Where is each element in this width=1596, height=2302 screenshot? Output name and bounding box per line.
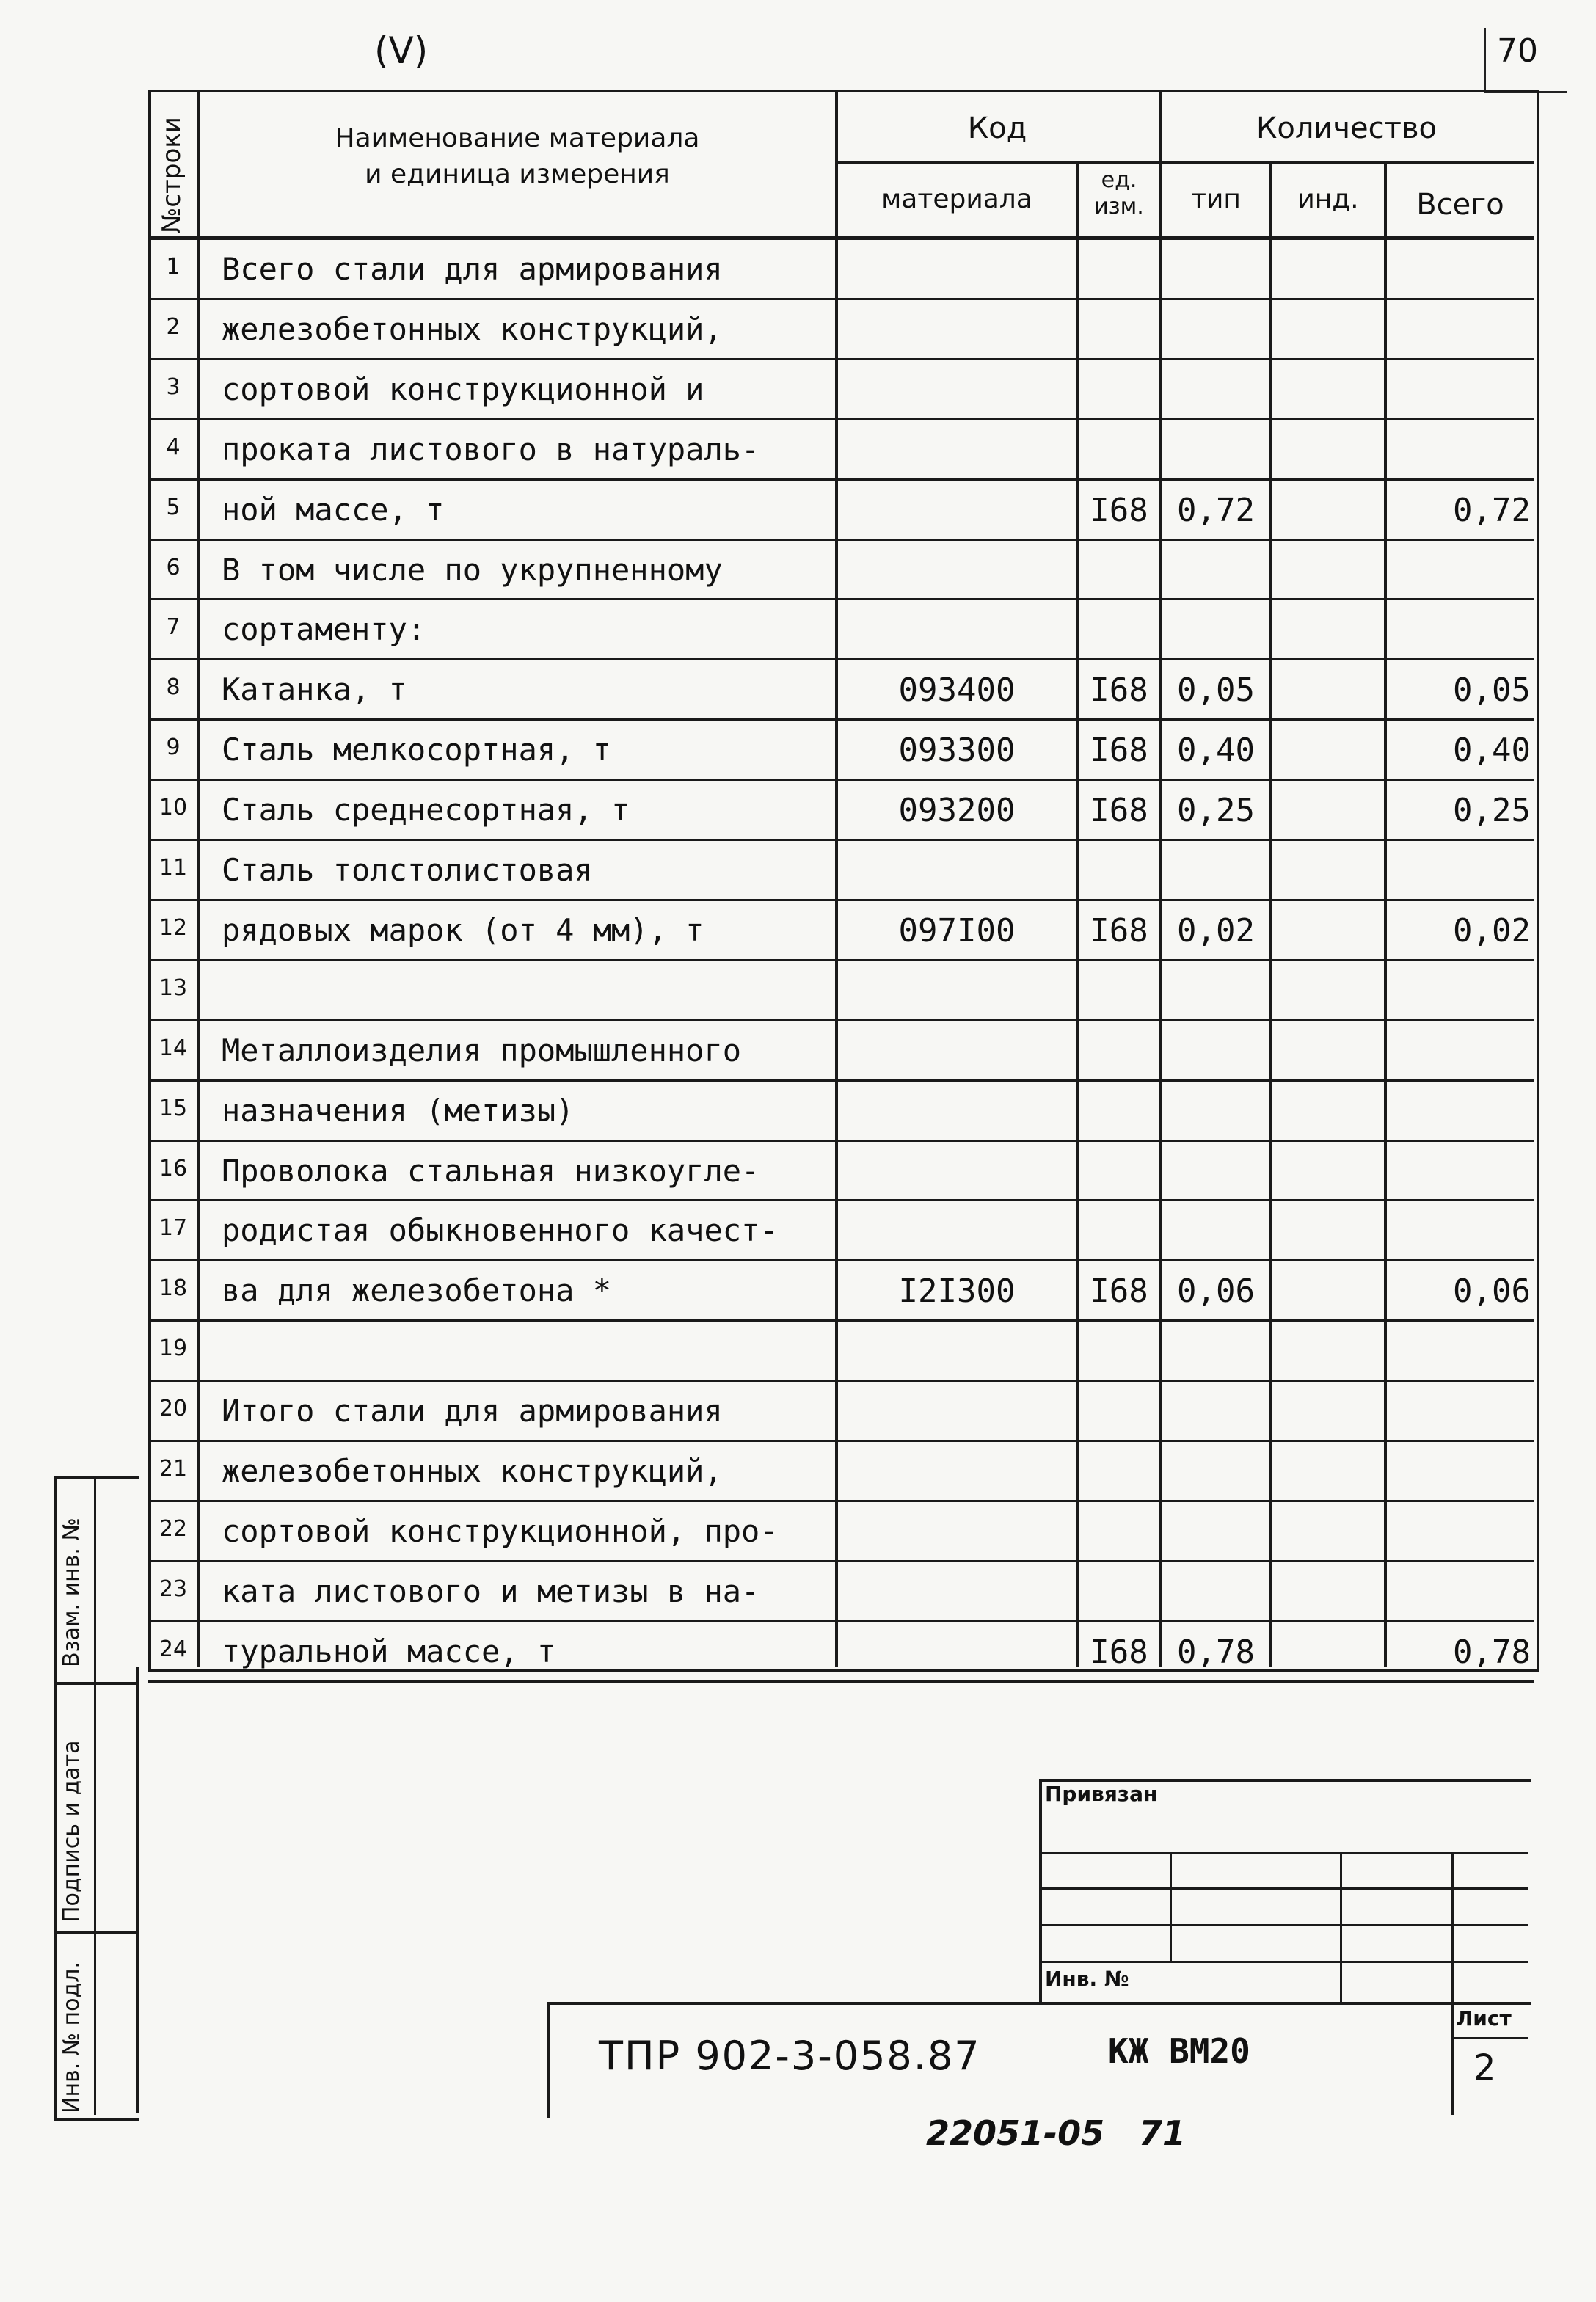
row-number: 13 xyxy=(158,975,188,1001)
tb-v1 xyxy=(1170,1852,1172,1962)
tb-h1 xyxy=(1039,1852,1528,1854)
header-tip: тип xyxy=(1191,184,1241,214)
row-number: 2 xyxy=(166,314,181,340)
row-tip: 0,06 xyxy=(1177,1272,1255,1310)
row-name: проката листового в натураль- xyxy=(222,431,760,467)
row-tip: 0,25 xyxy=(1177,792,1255,829)
side-stamp-vzam: Взам. инв. № xyxy=(59,1518,84,1667)
row-number: 17 xyxy=(158,1215,188,1241)
row-number: 24 xyxy=(158,1636,188,1662)
row-name: железобетонных конструкций, xyxy=(222,1453,723,1489)
top-mark: (V) xyxy=(374,29,429,72)
row-line xyxy=(148,1079,1534,1082)
row-line xyxy=(148,358,1534,360)
row-line xyxy=(148,1440,1534,1442)
row-number: 5 xyxy=(166,495,181,520)
row-line xyxy=(148,899,1534,901)
row-number: 11 xyxy=(158,855,188,881)
header-qty: Количество xyxy=(1256,112,1437,145)
side-stamp-split xyxy=(54,1476,57,2115)
col-line-rownum xyxy=(197,90,200,1667)
row-number: 21 xyxy=(158,1456,188,1482)
row-total: 0,40 xyxy=(1453,732,1531,769)
row-name: Итого стали для армирования xyxy=(222,1393,723,1429)
row-name: сортаменту: xyxy=(222,611,426,647)
row-line xyxy=(148,779,1534,781)
side-stamp-h1 xyxy=(54,1682,136,1685)
row-line xyxy=(148,1380,1534,1382)
doc-mark: КЖ ВМ20 xyxy=(1108,2031,1250,2071)
row-name: ва для железобетона * xyxy=(222,1272,612,1308)
col-line-name xyxy=(835,90,838,1667)
header-material: материала xyxy=(881,184,1032,214)
row-name: железобетонных конструкций, xyxy=(222,311,723,347)
row-number: 22 xyxy=(158,1516,188,1542)
row-number: 1 xyxy=(166,254,181,280)
row-number: 12 xyxy=(158,915,188,941)
row-unit: I68 xyxy=(1090,492,1148,529)
row-line xyxy=(148,718,1534,721)
row-name: сортовой конструкционной и xyxy=(222,371,704,407)
row-line xyxy=(148,598,1534,600)
row-number: 8 xyxy=(166,674,181,700)
header-code: Код xyxy=(967,112,1027,145)
row-line xyxy=(148,1620,1534,1622)
row-number: 6 xyxy=(166,555,181,580)
row-total: 0,78 xyxy=(1453,1633,1531,1671)
row-tip: 0,02 xyxy=(1177,912,1255,950)
row-line xyxy=(148,298,1534,300)
row-name: ной массе, т xyxy=(222,492,445,528)
row-unit: I68 xyxy=(1090,671,1148,709)
row-code: 093400 xyxy=(898,671,1016,709)
sheet-number: 2 xyxy=(1473,2047,1496,2088)
row-line xyxy=(148,658,1534,660)
row-line xyxy=(148,1319,1534,1322)
row-line xyxy=(148,539,1534,541)
row-line xyxy=(148,1560,1534,1562)
row-tip: 0,05 xyxy=(1177,671,1255,709)
row-name: рядовых марок (от 4 мм), т xyxy=(222,912,704,948)
row-tip: 0,40 xyxy=(1177,732,1255,769)
header-ind: инд. xyxy=(1297,184,1359,214)
header-unit: ед. изм. xyxy=(1094,167,1144,219)
row-number: 20 xyxy=(158,1396,188,1421)
row-code: 093200 xyxy=(898,792,1016,829)
row-line xyxy=(148,1259,1534,1261)
row-number: 16 xyxy=(158,1156,188,1181)
header-rownum: №строки xyxy=(157,117,186,233)
row-name: сортовой конструкционной, про- xyxy=(222,1513,779,1549)
row-total: 0,72 xyxy=(1453,492,1531,529)
row-name: В том числе по укрупненному xyxy=(222,552,723,588)
row-unit: I68 xyxy=(1090,792,1148,829)
row-line xyxy=(148,839,1534,841)
privyazan-label: Привязан xyxy=(1045,1782,1158,1806)
header-bottom-line xyxy=(148,236,1534,240)
row-total: 0,02 xyxy=(1453,912,1531,950)
row-tip: 0,78 xyxy=(1177,1633,1255,1671)
row-total: 0,06 xyxy=(1453,1272,1531,1310)
tb-v3 xyxy=(1451,1852,1454,2002)
row-unit: I68 xyxy=(1090,1272,1148,1310)
col-line-unit xyxy=(1159,90,1162,1667)
sheet-label-line xyxy=(1451,2037,1528,2039)
row-number: 14 xyxy=(158,1035,188,1061)
row-code: 097I00 xyxy=(898,912,1016,950)
sheet-label: Лист xyxy=(1456,2006,1512,2030)
header-name: Наименование материала и единица измерения xyxy=(335,123,700,189)
row-number: 19 xyxy=(158,1336,188,1361)
row-tip: 0,72 xyxy=(1177,492,1255,529)
row-number: 15 xyxy=(158,1096,188,1121)
tb-h2 xyxy=(1039,1887,1528,1890)
row-code: 093300 xyxy=(898,732,1016,769)
row-line xyxy=(148,959,1534,961)
tb-v2 xyxy=(1340,1852,1342,2002)
row-name: Сталь толстолистовая xyxy=(222,852,593,888)
row-unit: I68 xyxy=(1090,1633,1148,1671)
row-name: Проволока стальная низкоугле- xyxy=(222,1153,760,1189)
row-number: 9 xyxy=(166,735,181,760)
row-name: назначения (метизы) xyxy=(222,1093,575,1129)
tb-h3 xyxy=(1039,1924,1528,1926)
bottom-note: 22051-05 xyxy=(926,2113,1105,2153)
side-stamp-inner xyxy=(94,1476,96,2115)
row-unit: I68 xyxy=(1090,732,1148,769)
row-name: Катанка, т xyxy=(222,671,407,707)
inv-no-label: Инв. № xyxy=(1045,1967,1129,1991)
row-name: ката листового и метизы в на- xyxy=(222,1573,760,1609)
side-stamp-h2 xyxy=(54,1931,136,1934)
row-number: 3 xyxy=(166,374,181,400)
doc-code-split xyxy=(1451,2002,1454,2115)
row-line xyxy=(148,478,1534,481)
page-number: 70 xyxy=(1497,32,1538,70)
row-name: Металлоизделия промышленного xyxy=(222,1032,742,1068)
row-name: родистая обыкновенного качест- xyxy=(222,1212,779,1248)
side-stamp-podpis: Подпись и дата xyxy=(59,1740,84,1923)
row-line xyxy=(148,1199,1534,1201)
tb-h4 xyxy=(1039,1961,1528,1963)
row-number: 4 xyxy=(166,434,181,460)
row-code: I2I300 xyxy=(898,1272,1016,1310)
row-name: Сталь среднесортная, т xyxy=(222,792,630,828)
row-line xyxy=(148,1019,1534,1021)
row-name: Сталь мелкосортная, т xyxy=(222,732,612,768)
row-line xyxy=(148,418,1534,420)
row-number: 18 xyxy=(158,1275,188,1301)
row-name: туральной массе, т xyxy=(222,1633,556,1669)
doc-code: ТПР 902-3-058.87 xyxy=(599,2033,981,2079)
row-total: 0,25 xyxy=(1453,792,1531,829)
row-number: 23 xyxy=(158,1576,188,1602)
bottom-num: 71 xyxy=(1139,2113,1187,2153)
row-total: 0,05 xyxy=(1453,671,1531,709)
row-line xyxy=(148,1500,1534,1502)
row-line xyxy=(148,1140,1534,1142)
row-number: 7 xyxy=(166,614,181,640)
row-name: Всего стали для армирования xyxy=(222,251,723,287)
side-stamp-inv-podl: Инв. № подл. xyxy=(59,1962,84,2113)
header-subline xyxy=(835,161,1534,164)
row-number: 10 xyxy=(158,795,188,820)
row-unit: I68 xyxy=(1090,912,1148,950)
header-total: Всего xyxy=(1416,188,1504,222)
